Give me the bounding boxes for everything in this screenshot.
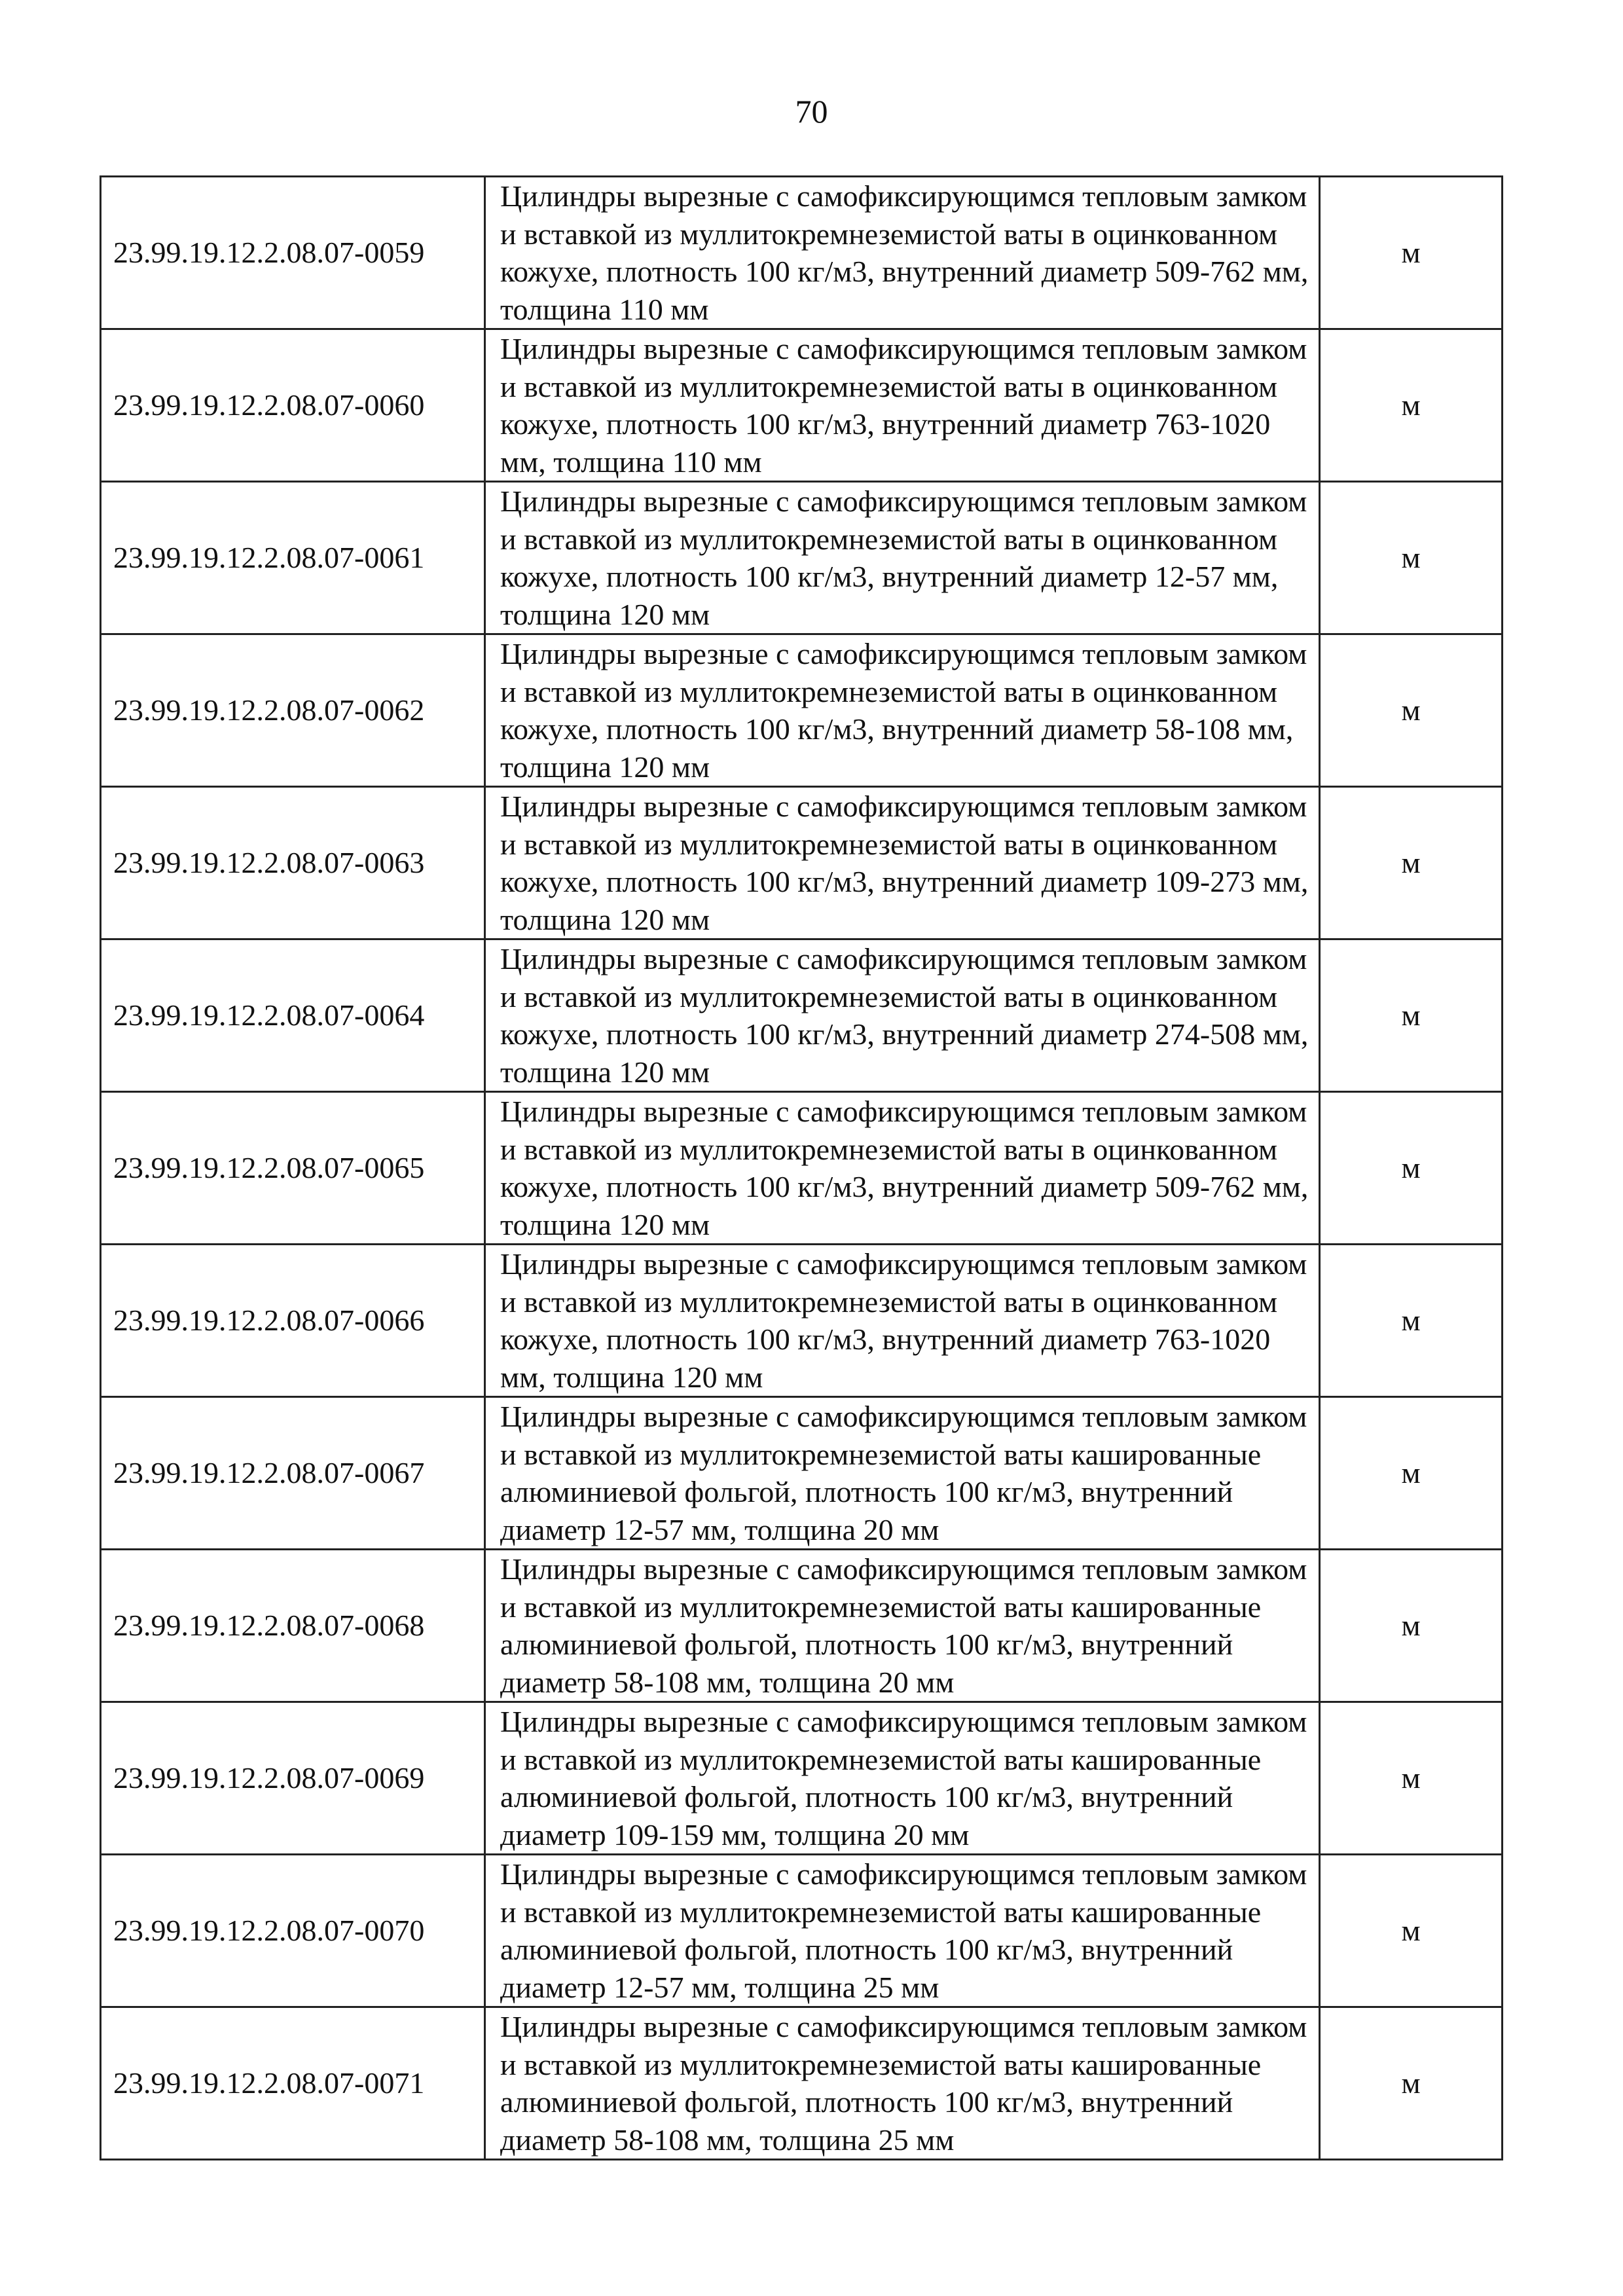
materials-table-body	[101, 177, 1503, 2160]
table-row	[101, 787, 1503, 939]
table-row	[101, 1550, 1503, 1702]
item-unit: м	[1320, 1397, 1503, 1550]
table-row	[101, 177, 1503, 329]
item-unit: м	[1320, 329, 1503, 482]
item-code: 23.99.19.12.2.08.07-0061	[101, 482, 485, 634]
item-unit: м	[1320, 2007, 1503, 2160]
item-unit: м	[1320, 1092, 1503, 1245]
table-row	[101, 1855, 1503, 2007]
item-description: Цилиндры вырезные с самофиксирующимся тепловым замком и вставкой из муллитокремнеземистой ваты кашированные алюминиевой фольгой, плотность 100 кг/м3, внутренний диаметр 12-57 мм, толщина 25 мм	[485, 1855, 1320, 2007]
item-unit: м	[1320, 482, 1503, 634]
item-description: Цилиндры вырезные с самофиксирующимся тепловым замком и вставкой из муллитокремнеземистой ваты в оцинкованном кожухе, плотность 100 кг/м3, внутренний диаметр 12-57 мм, толщина 120 мм	[485, 482, 1320, 634]
item-code: 23.99.19.12.2.08.07-0059	[101, 177, 485, 329]
item-code: 23.99.19.12.2.08.07-0064	[101, 939, 485, 1092]
item-code: 23.99.19.12.2.08.07-0071	[101, 2007, 485, 2160]
table-row	[101, 1245, 1503, 1397]
item-unit: м	[1320, 1855, 1503, 2007]
table-row	[101, 1702, 1503, 1855]
item-description: Цилиндры вырезные с самофиксирующимся тепловым замком и вставкой из муллитокремнеземистой ваты кашированные алюминиевой фольгой, плотность 100 кг/м3, внутренний диаметр 12-57 мм, толщина 20 мм	[485, 1397, 1320, 1550]
item-unit: м	[1320, 1550, 1503, 1702]
item-description: Цилиндры вырезные с самофиксирующимся тепловым замком и вставкой из муллитокремнеземистой ваты в оцинкованном кожухе, плотность 100 кг/м3, внутренний диаметр 58-108 мм, толщина 120 мм	[485, 634, 1320, 787]
item-unit: м	[1320, 1702, 1503, 1855]
item-description: Цилиндры вырезные с самофиксирующимся тепловым замком и вставкой из муллитокремнеземистой ваты кашированные алюминиевой фольгой, плотность 100 кг/м3, внутренний диаметр 109-159 мм, толщина 20 мм	[485, 1702, 1320, 1855]
item-unit: м	[1320, 177, 1503, 329]
item-unit: м	[1320, 939, 1503, 1092]
item-unit: м	[1320, 787, 1503, 939]
item-description: Цилиндры вырезные с самофиксирующимся тепловым замком и вставкой из муллитокремнеземистой ваты кашированные алюминиевой фольгой, плотность 100 кг/м3, внутренний диаметр 58-108 мм, толщина 20 мм	[485, 1550, 1320, 1702]
item-code: 23.99.19.12.2.08.07-0069	[101, 1702, 485, 1855]
table-row	[101, 1092, 1503, 1245]
table-row	[101, 2007, 1503, 2160]
item-code: 23.99.19.12.2.08.07-0067	[101, 1397, 485, 1550]
item-code: 23.99.19.12.2.08.07-0070	[101, 1855, 485, 2007]
item-description: Цилиндры вырезные с самофиксирующимся тепловым замком и вставкой из муллитокремнеземистой ваты в оцинкованном кожухе, плотность 100 кг/м3, внутренний диаметр 763-1020 мм, толщина 110 мм	[485, 329, 1320, 482]
item-code: 23.99.19.12.2.08.07-0062	[101, 634, 485, 787]
table-row	[101, 1397, 1503, 1550]
table-row	[101, 482, 1503, 634]
item-description: Цилиндры вырезные с самофиксирующимся тепловым замком и вставкой из муллитокремнеземистой ваты кашированные алюминиевой фольгой, плотность 100 кг/м3, внутренний диаметр 58-108 мм, толщина 25 мм	[485, 2007, 1320, 2160]
item-description: Цилиндры вырезные с самофиксирующимся тепловым замком и вставкой из муллитокремнеземистой ваты в оцинкованном кожухе, плотность 100 кг/м3, внутренний диаметр 509-762 мм, толщина 120 мм	[485, 1092, 1320, 1245]
item-description: Цилиндры вырезные с самофиксирующимся тепловым замком и вставкой из муллитокремнеземистой ваты в оцинкованном кожухе, плотность 100 кг/м3, внутренний диаметр 509-762 мм, толщина 110 мм	[485, 177, 1320, 329]
table-row	[101, 939, 1503, 1092]
item-code: 23.99.19.12.2.08.07-0060	[101, 329, 485, 482]
item-description: Цилиндры вырезные с самофиксирующимся тепловым замком и вставкой из муллитокремнеземистой ваты в оцинкованном кожухе, плотность 100 кг/м3, внутренний диаметр 109-273 мм, толщина 120 мм	[485, 787, 1320, 939]
item-description: Цилиндры вырезные с самофиксирующимся тепловым замком и вставкой из муллитокремнеземистой ваты в оцинкованном кожухе, плотность 100 кг/м3, внутренний диаметр 763-1020 мм, толщина 120 мм	[485, 1245, 1320, 1397]
item-code: 23.99.19.12.2.08.07-0065	[101, 1092, 485, 1245]
item-unit: м	[1320, 1245, 1503, 1397]
table-row	[101, 329, 1503, 482]
table-row	[101, 634, 1503, 787]
page-number: 70	[795, 93, 828, 130]
item-code: 23.99.19.12.2.08.07-0068	[101, 1550, 485, 1702]
item-code: 23.99.19.12.2.08.07-0063	[101, 787, 485, 939]
materials-table	[100, 175, 1503, 2160]
item-code: 23.99.19.12.2.08.07-0066	[101, 1245, 485, 1397]
item-unit: м	[1320, 634, 1503, 787]
item-description: Цилиндры вырезные с самофиксирующимся тепловым замком и вставкой из муллитокремнеземистой ваты в оцинкованном кожухе, плотность 100 кг/м3, внутренний диаметр 274-508 мм, толщина 120 мм	[485, 939, 1320, 1092]
